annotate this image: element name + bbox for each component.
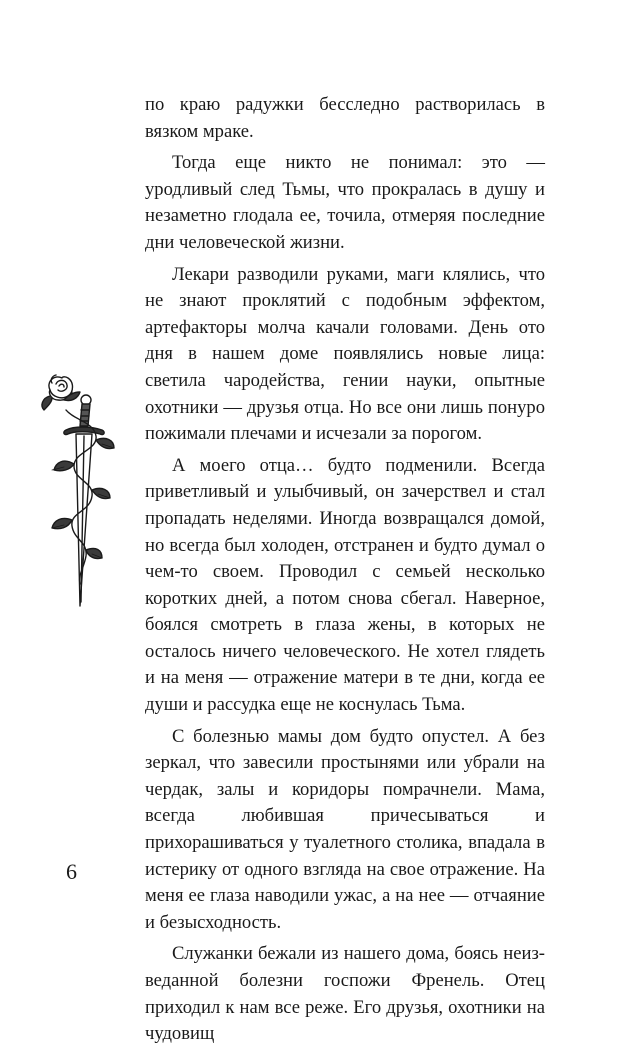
paragraph-3: Лекари разводили руками, маги клялись, что не знают проклятий с подобным эффектом, артефакторы молча качали головами. День ото дня в нашем доме появлялись новые лица: светила чародейства, гении науки, опытные охотники — друзья отца. Но все они лишь понуро пожимали плечами и исчезали за порогом.: [145, 263, 545, 445]
paragraph-5: С болезнью мамы дом будто опустел. А без зеркал, что завесили простынями или убрали на чердак, залы и коридоры помрачнели. Мама, всегда любившая причесываться и прихорашиваться у туалетного столика, впадала в истерику от одного взгляда на свое отражение. На меня ее глаза наводили ужас, а на нее — отчаяние и безысходность.: [145, 725, 545, 933]
rose-dagger-icon: [40, 370, 116, 610]
paragraph-2: Тогда еще никто не понимал: это — уродливый след Тьмы, что прокралась в душу и незаметно глодала ее, точила, отмеряя последние дни человеческой жизни.: [145, 152, 545, 253]
body-text: [145, 92, 545, 1053]
paragraph-4: А моего отца… будто подменили. Всегда приветливый и улыбчивый, он зачерствел и стал пропадать неделями. Иногда возвращался домой, но всегда был холоден, отстранен и будто думал о чем-то своем. Проводил с семьей несколько коротких дней, а потом снова сбегал. Наверное, боялся смотреть в глаза жены, в которых не осталось ничего человеческого. Не хотел глядеть и на меня — отражение матери в те дни, когда ее души и рассудка еще не коснулась Тьма.: [145, 454, 545, 716]
paragraph-6: Служанки бежали из нашего дома, боясь неизведанной болезни госпожи Френель. Отец приходил к нам все реже. Его друзья, охотники на чудовищ: [145, 943, 545, 1045]
paragraph-1: по краю радужки бесследно растворилась в вязком мраке.: [145, 94, 545, 142]
page-number: 6: [66, 859, 77, 884]
